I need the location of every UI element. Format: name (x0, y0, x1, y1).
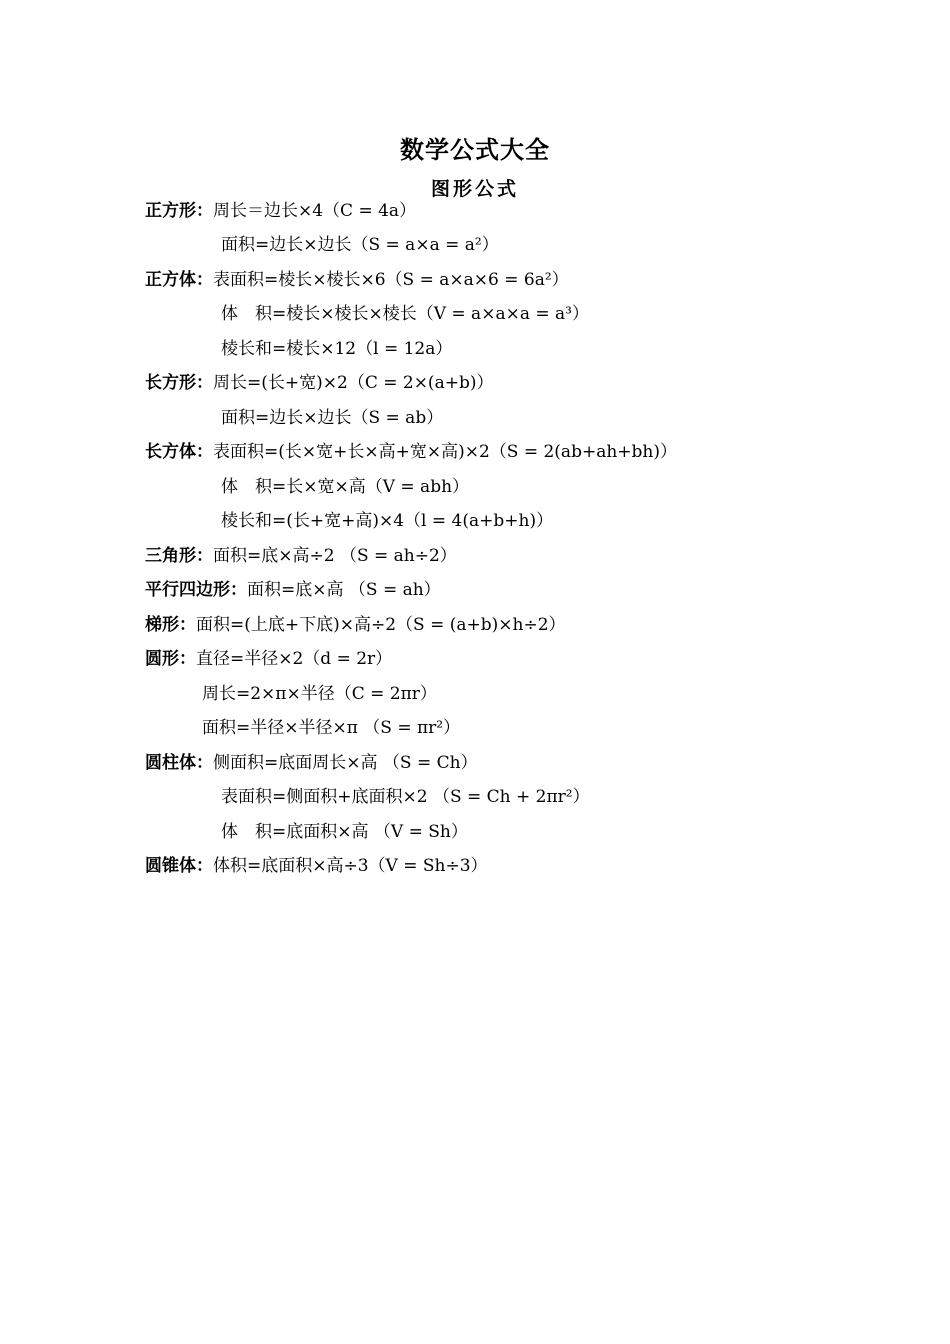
section-title: 图形公式 (430, 178, 519, 200)
formula-line (145, 198, 416, 224)
formula-text: 棱长和=棱长×12（l = 12a） (221, 339, 453, 359)
formula-text: 表面积=(长×宽+长×高+宽×高)×2（S = 2(ab+ah+bh)） (213, 442, 677, 462)
shape-label: 圆形： (145, 649, 196, 669)
formula-line (221, 784, 590, 810)
formula-text: 表面积=侧面积+底面积×2 （S = Ch + 2πr²） (221, 787, 590, 807)
formula-line (202, 715, 460, 741)
formula-line (145, 439, 677, 465)
formula-text: 直径=半径×2（d = 2r） (196, 649, 393, 669)
shape-label: 圆锥体： (145, 856, 213, 876)
formula-text: 体 积=长×宽×高（V = abh） (221, 477, 470, 497)
shape-label: 圆柱体： (145, 753, 213, 773)
formula-text: 面积=边长×边长（S = ab） (221, 408, 444, 428)
formula-line (145, 267, 569, 293)
formula-line (221, 336, 452, 362)
shape-label: 正方形： (145, 201, 213, 221)
formula-line (145, 577, 441, 603)
shape-label: 长方形： (145, 373, 213, 393)
shape-label: 长方体： (145, 442, 213, 462)
formula-text: 棱长和=(长+宽+高)×4（l = 4(a+b+h)） (221, 511, 554, 531)
formula-line (145, 646, 392, 672)
shape-label: 三角形： (145, 546, 213, 566)
formula-line (145, 370, 493, 396)
formula-text: 侧面积=底面周长×高 （S = Ch） (213, 753, 478, 773)
formula-text: 体 积=底面积×高 （V = Sh） (221, 822, 468, 842)
formula-line (221, 301, 589, 327)
shape-label: 梯形： (145, 615, 196, 635)
formula-line (221, 508, 553, 534)
formula-text: 体积=底面积×高÷3（V = Sh÷3） (213, 856, 488, 876)
formula-line (221, 232, 499, 258)
formula-line (145, 853, 488, 879)
formula-text: 面积=边长×边长（S = a×a = a²） (221, 235, 499, 255)
formula-line (145, 612, 566, 638)
formula-text: 面积=半径×半径×π （S = πr²） (202, 718, 461, 738)
formula-text: 面积=底×高÷2 （S = ah÷2） (213, 546, 457, 566)
formula-text: 周长＝边长×4（C = 4a） (213, 201, 417, 221)
formula-text: 体 积=棱长×棱长×棱长（V = a×a×a = a³） (221, 304, 589, 324)
formula-text: 周长=2×π×半径（C = 2πr） (202, 684, 437, 704)
formula-line (221, 819, 468, 845)
formula-text: 面积=(上底+下底)×高÷2（S = (a+b)×h÷2） (196, 615, 566, 635)
page-title: 数学公式大全 (400, 136, 550, 164)
formula-text: 表面积=棱长×棱长×6（S = a×a×6 = 6a²） (213, 270, 569, 290)
shape-label: 正方体： (145, 270, 213, 290)
formula-line (221, 474, 469, 500)
formula-line (202, 681, 437, 707)
formula-text: 周长=(长+宽)×2（C = 2×(a+b)） (213, 373, 494, 393)
formula-line (145, 750, 478, 776)
formula-line (145, 543, 457, 569)
formula-line (221, 405, 443, 431)
formula-text: 面积=底×高 （S = ah） (247, 580, 441, 600)
shape-label: 平行四边形： (145, 580, 247, 600)
